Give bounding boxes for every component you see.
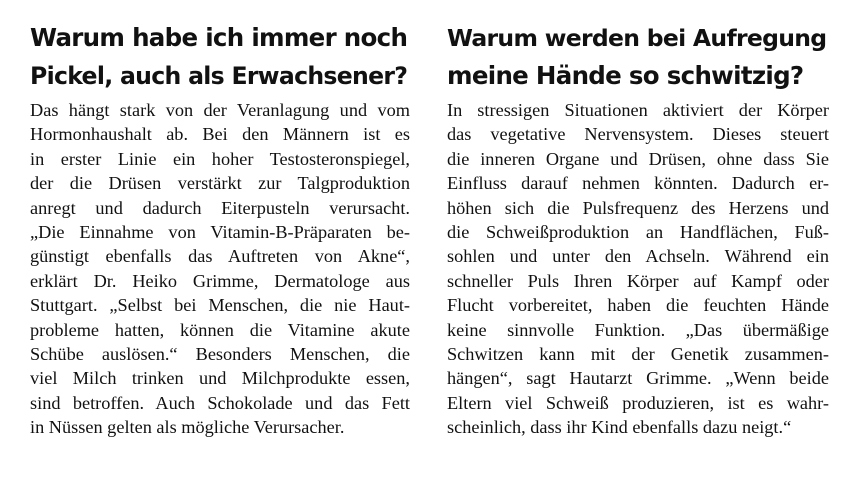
body-line: Einfluss darauf nehmen könnten. Dadurch er- [447,173,829,194]
article-body [30,98,410,440]
article-sweating [447,19,829,440]
article-acne [30,19,410,440]
body-line: günstigt ebenfalls das Auftreten von Akne“, [30,246,410,267]
body-line: erklärt Dr. Heiko Grimme, Dermatologe aus [30,270,410,291]
headline-line: Warum werden bei Aufregung [447,24,827,52]
body-line: anregt und dadurch Eiterpusteln verursacht. [30,197,410,218]
body-line: Stuttgart. „Selbst bei Menschen, die nie Haut- [30,295,410,316]
body-line: in erster Linie ein hoher Testosteronspiegel, [30,148,410,169]
article-headline [30,19,410,95]
body-line: Flucht vorbereitet, haben die feuchten Hände [447,295,829,316]
body-line: schneller Puls Ihren Körper auf Kampf oder [447,270,829,291]
body-line: Das hängt stark von der Veranlagung und vom [30,100,410,120]
body-line: das vegetative Nervensystem. Dieses steuert [447,124,829,145]
headline-line: Warum habe ich immer noch [30,23,408,52]
headline-line: meine Hände so schwitzig? [447,61,804,90]
body-line: Eltern viel Schweiß produzieren, ist es wahr- [447,392,829,413]
body-line: scheinlich, dass ihr Kind ebenfalls dazu neigt.“ [447,417,792,438]
headline-line: Pickel, auch als Erwachsener? [30,62,408,90]
body-line: der die Drüsen verstärkt zur Talgproduktion [30,173,410,194]
body-line: Hormonhaushalt ab. Bei den Männern ist es [30,124,410,145]
body-line: probleme hatten, können die Vitamine akute [30,319,410,340]
body-line: die inneren Organe und Drüsen, ohne dass Sie [447,148,829,169]
body-line: „Die Einnahme von Vitamin-B-Präparaten be- [30,222,410,243]
body-line: die Schweißproduktion an Handflächen, Fuß- [447,222,829,243]
body-line: Schübe auslösen.“ Besonders Menschen, die [30,344,410,365]
body-line: In stressigen Situationen aktiviert der Körper [447,100,829,120]
body-line: höhen sich die Pulsfrequenz des Herzens und [447,197,829,218]
body-line: sind betroffen. Auch Schokolade und das Fett [30,392,410,413]
article-headline [447,19,829,95]
body-line: viel Milch trinken und Milchprodukte essen, [30,368,410,389]
article-body [447,98,829,440]
body-line: Schwitzen kann mit der Genetik zusammen- [447,344,829,365]
body-line: keine sinnvolle Funktion. „Das übermäßige [447,319,829,340]
body-line: sohlen und unter den Achseln. Während ein [447,246,829,267]
body-line: hängen“, sagt Hautarzt Grimme. „Wenn beide [447,368,829,389]
body-line: in Nüssen gelten als mögliche Verursacher. [30,417,345,438]
